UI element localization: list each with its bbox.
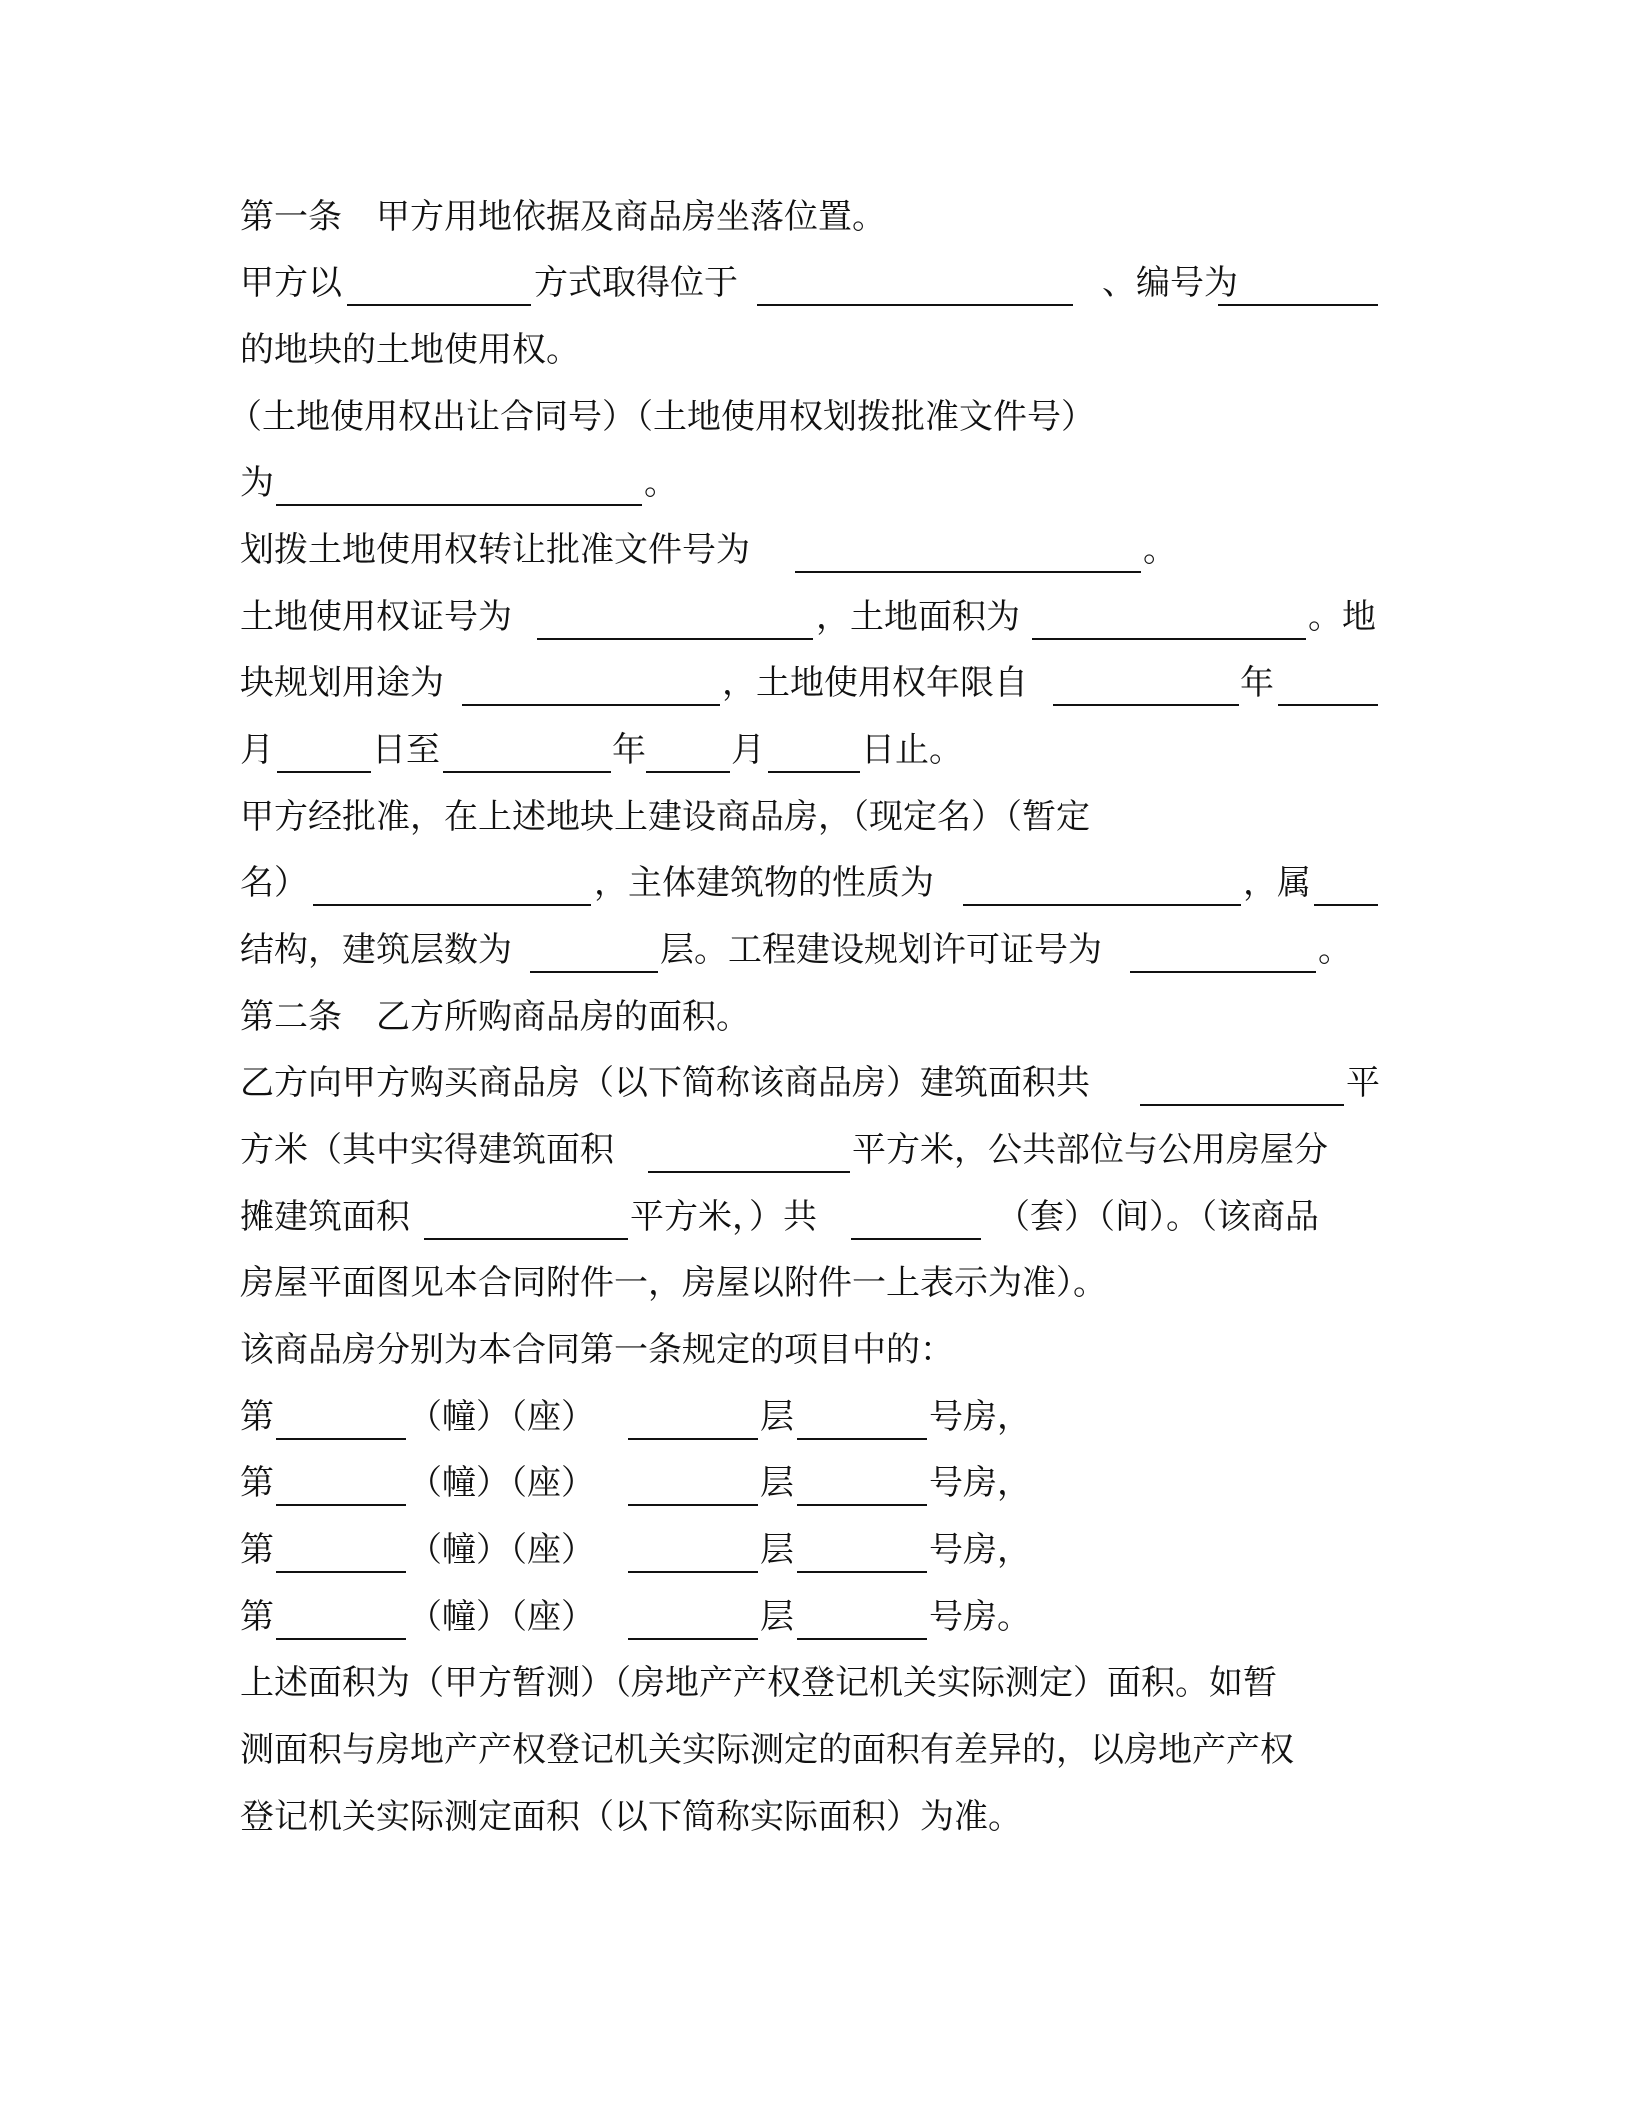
planned-use-blank[interactable] (462, 704, 720, 706)
end-month-blank[interactable] (646, 771, 730, 773)
structure-type-blank[interactable] (1314, 904, 1378, 906)
floor-count-blank[interactable] (530, 971, 658, 973)
building-number-blank[interactable] (276, 1571, 406, 1573)
acquisition-method-blank[interactable] (347, 304, 531, 306)
land-area-blank[interactable] (1032, 638, 1306, 640)
area-basis-line: 上述面积为（甲方暂测）（房地产产权登记机关实际测定）面积。如暂 (240, 1663, 1277, 1703)
building-nature-blank[interactable] (963, 904, 1241, 906)
article-1-heading: 第一条 甲方用地依据及商品房坐落位置。 (240, 197, 886, 237)
parcel-number-blank[interactable] (1218, 304, 1378, 306)
building-name-blank[interactable] (313, 904, 591, 906)
shared-area-blank[interactable] (424, 1238, 628, 1240)
floor-number-blank[interactable] (628, 1638, 758, 1640)
unit-intro-line: 该商品房分别为本合同第一条规定的项目中的： (240, 1330, 954, 1370)
room-number-blank[interactable] (797, 1638, 927, 1640)
floor-number-blank[interactable] (628, 1438, 758, 1440)
end-day-blank[interactable] (768, 771, 860, 773)
room-number-blank[interactable] (797, 1571, 927, 1573)
area-standard-line: 登记机关实际测定面积（以下简称实际面积）为准。 (240, 1797, 1022, 1837)
end-year-blank[interactable] (443, 771, 611, 773)
contract-number-options-line: （土地使用权出让合同号）（土地使用权划拨批准文件号） (228, 397, 1095, 437)
room-number-blank[interactable] (797, 1504, 927, 1506)
start-year-blank[interactable] (1053, 704, 1239, 706)
approval-naming-line: 甲方经批准，在上述地块上建设商品房，（现定名）（暂定 (240, 797, 1090, 837)
contract-number-blank[interactable] (276, 504, 642, 506)
start-day-blank[interactable] (277, 771, 371, 773)
certificate-number-blank[interactable] (537, 638, 813, 640)
floor-number-blank[interactable] (628, 1571, 758, 1573)
land-use-right-line: 的地块的土地使用权。 (240, 330, 580, 370)
building-number-blank[interactable] (276, 1438, 406, 1440)
transfer-approval-blank[interactable] (795, 571, 1141, 573)
area-difference-line: 测面积与房地产产权登记机关实际测定的面积有差异的，以房地产产权 (240, 1730, 1294, 1770)
contract-page: 第一条 甲方用地依据及商品房坐落位置。 甲方以 方式取得位于 、编号为 的地块的土地使用权。 （土地使用权出让合同号）（土地使用权划拨批准文件号） 为 。 划拨土地使用权转让批准文件号为 。 土地使用权证号为 ，土地面积为 。地 块规划用途为 ，土地使用权年限自 年 月 日至 年 月 日止。 甲方经批准，在上述地块上建设商品房，（现定名）（暂定 名） ，主体建筑物的性质为 ，属 结构，建筑层数为 层。工程建设规划许可证号为 。 第二条 乙方所购商品房的面积。 乙方向甲方购买商品房（以下简称该商品房）建筑面积共 平 方米（其中实得建筑面积 平方米，公共部位与公用房屋分 摊建筑面积 平方米，）共 （套）（间）。（该商品 房屋平面图见本合同附件一，房屋以附件一上表示为准）。 该商品房分别为本合同第一条规定的项目中的： 第 （幢）（座） 层 号房， 第 （幢）（座） 层 号房， 第 （幢）（座） 层 号房， 第 （幢）（座） 层 号房。 上述面积为（甲方暂测）（房地产产权登记机关实际测定）面积。如暂 测面积与房地产产权登记机关实际测定的面积有差异的，以房地产产权 登记机关实际测定面积（以下简称实际面积）为准。 (0, 0, 1632, 2112)
building-number-blank[interactable] (276, 1504, 406, 1506)
floor-plan-line: 房屋平面图见本合同附件一，房屋以附件一上表示为准）。 (240, 1263, 1107, 1303)
total-area-blank[interactable] (1140, 1104, 1344, 1106)
location-blank[interactable] (757, 304, 1073, 306)
start-month-blank[interactable] (1278, 704, 1378, 706)
planning-permit-blank[interactable] (1130, 971, 1316, 973)
floor-number-blank[interactable] (628, 1504, 758, 1506)
room-number-blank[interactable] (797, 1438, 927, 1440)
article-2-heading: 第二条 乙方所购商品房的面积。 (240, 997, 750, 1037)
building-number-blank[interactable] (276, 1638, 406, 1640)
unit-count-blank[interactable] (851, 1238, 981, 1240)
actual-area-blank[interactable] (648, 1171, 850, 1173)
